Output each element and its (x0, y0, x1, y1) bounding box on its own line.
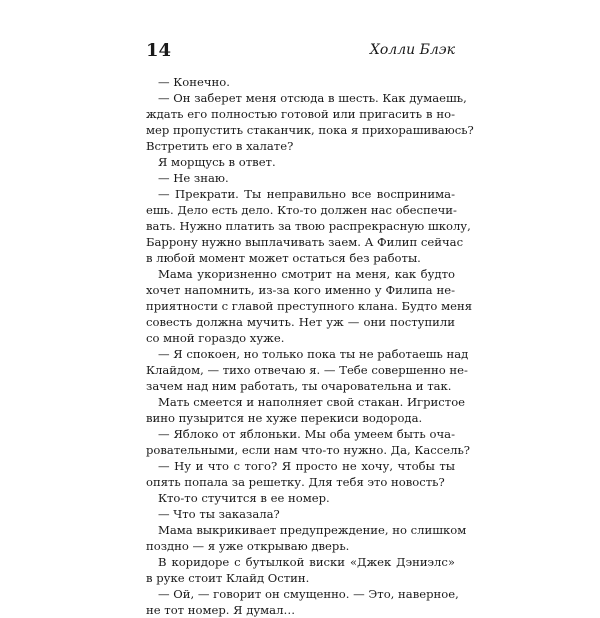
text-line: Клайдом, — тихо отвечаю я. — Тебе совершенно не- (146, 363, 468, 377)
text-line: — Ой, — говорит он смущенно. — Это, наверное, (158, 587, 459, 601)
text-line: — Он заберет меня отсюда в шесть. Как думаешь, (158, 91, 467, 105)
text-line: приятности с главой преступного клана. Будто меня (146, 299, 473, 313)
text-line: совесть должна мучить. Нет уж — они поступили (146, 315, 455, 329)
text-line: ровательными, если нам что-то нужно. Да, Кассель? (146, 443, 471, 457)
text-line: в любой момент может остаться без работы. (146, 251, 421, 265)
text-line: — Что ты заказала? (158, 507, 280, 521)
text-line: Мама выкрикивает предупреждение, но слишком (158, 523, 467, 537)
text-line: Мама укоризненно смотрит на меня, как будто (158, 267, 455, 281)
body-text (146, 74, 474, 618)
text-line: — Яблоко от яблоньки. Мы оба умеем быть оча- (158, 427, 455, 441)
text-line: со мной гораздо хуже. (146, 331, 285, 345)
text-line: — Прекрати. Ты неправильно все воспринима- (158, 187, 455, 201)
text-line: — Конечно. (158, 75, 230, 89)
text-line: — Ну и что с того? Я просто не хочу, чтобы ты (158, 459, 455, 473)
text-line: вать. Нужно платить за твою распрекрасную школу, (146, 219, 471, 233)
text-line: — Не знаю. (158, 171, 229, 185)
text-line: Мать смеется и наполняет свой стакан. Игристое (158, 395, 466, 409)
text-line: не тот номер. Я думал… (146, 603, 296, 617)
running-head-author: Холли Блэк (369, 42, 455, 58)
page-header (146, 40, 455, 64)
text-line: ждать его полностью готовой или пригасить в но- (146, 107, 455, 121)
text-line: опять попала за решетку. Для тебя это новость? (146, 475, 445, 489)
text-line: вино пузырится не хуже перекиси водорода. (146, 411, 423, 425)
text-line: В коридоре с бутылкой виски «Джек Дэниэлс» (158, 555, 455, 569)
text-line: Баррону нужно выплачивать заем. А Филип сейчас (146, 235, 464, 249)
text-line: — Я спокоен, но только пока ты не работаешь над (158, 347, 469, 361)
text-line: ешь. Дело есть дело. Кто-то должен нас обеспечи- (146, 203, 457, 217)
text-line: Встретить его в халате? (146, 139, 294, 153)
text-line: в руке стоит Клайд Остин. (146, 571, 310, 585)
text-line: зачем над ним работать, ты очаровательна и так. (146, 379, 452, 393)
page-number: 14 (146, 40, 172, 61)
text-line: мер пропустить стаканчик, пока я прихорашиваюсь? (146, 123, 474, 137)
text-line: поздно — я уже открываю дверь. (146, 539, 350, 553)
text-line: Я морщусь в ответ. (158, 155, 276, 169)
text-line: Кто-то стучится в ее номер. (158, 491, 330, 505)
text-line: хочет напомнить, из-за кого именно у Филипа не- (146, 283, 455, 297)
